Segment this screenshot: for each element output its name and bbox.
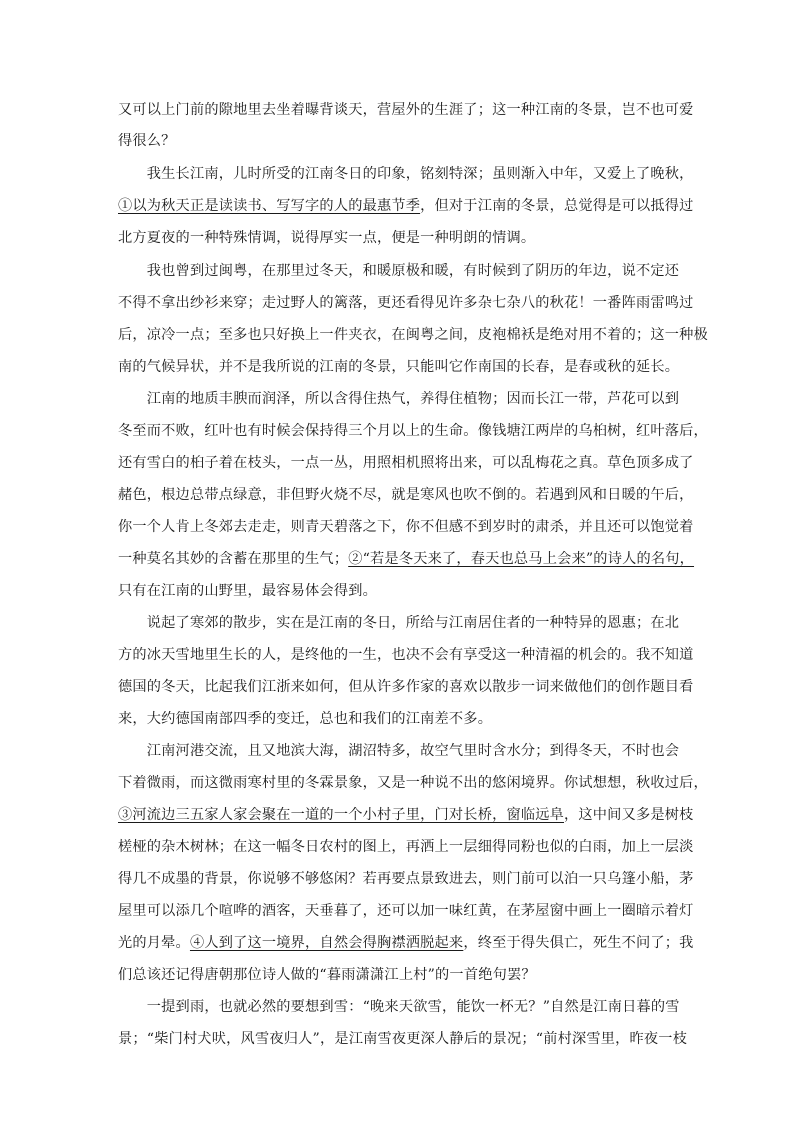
text-line-25: 得几不成墨的背景，你说够不够悠闲？若再要点景致进去，则门前可以泊一只乌篷小船，茅 <box>118 871 694 887</box>
text-line-17: 说起了寒郊的散步，实在是江南的冬日，所给与江南居住者的一种特异的恩惠；在北 <box>118 615 680 631</box>
text-line-18: 方的冰天雪地里生长的人，是终他的一生，也决不会有享受这一种清福的机会的。我不知道 <box>118 647 694 663</box>
text-line-12: 还有雪白的桕子着在枝头，一点一丛，用照相机照将出来，可以乱梅花之真。草色顶多成了 <box>118 455 694 471</box>
text-line-16: 只有在江南的山野里，最容易体会得到。 <box>118 583 377 599</box>
underlined-sentence-3: ③河流边三五家人家会聚在一道的一个小村子里，门对长桥，窗临远阜 <box>118 807 565 823</box>
text-line-7: 不得不拿出纱衫来穿；走过野人的篱落，更还看得见许多杂七杂八的秋花！一番阵雨雷鸣过 <box>118 295 694 311</box>
text-line-27: 光的月晕。④人到了这一境界，自然会得胸襟洒脱起来，终至于得失俱亡，死生不问了；我 <box>118 935 694 951</box>
underlined-sentence-1: ①以为秋天正是读读书、写写字的人的最惠节季 <box>118 198 421 214</box>
text-line-8: 后，凉冷一点；至多也只好换上一件夹衣，在闽粤之间，皮袍棉袄是绝对用不着的；这一种极 <box>118 327 708 343</box>
underlined-sentence-2: ②“若是冬天来了，春天也总马上会来”的诗人的名句， <box>348 551 695 567</box>
text-line-13: 赭色，根边总带点绿意，非但野火烧不尽，就是寒风也吹不倒的。若遇到风和日暖的午后， <box>118 487 694 503</box>
text-line-5: 北方夏夜的一种特殊情调，说得厚实一点，便是一种明朗的情调。 <box>118 230 536 246</box>
text-line-22: 下着微雨，而这微雨寒村里的冬霖景象，又是一种说不出的悠闲境界。你试想想，秋收过后， <box>118 775 708 791</box>
text-line-28: 们总该还记得唐朝那位诗人做的“暮雨潇潇江上村”的一首绝句罢？ <box>118 967 536 983</box>
underlined-sentence-4: ④人到了这一境界，自然会得胸襟洒脱起来 <box>189 935 464 951</box>
text-line-14: 你一个人肯上冬郊去走走，则青天碧落之下，你不但感不到岁时的肃杀，并且还可以饱觉着 <box>118 519 694 535</box>
text-line-1: 又可以上门前的隙地里去坐着曝背谈天，营屋外的生涯了；这一种江南的冬景，岂不也可爱 <box>118 102 694 118</box>
text-line-26: 屋里可以添几个喧哗的酒客，天垂暮了，还可以加一味红黄，在茅屋窗中画上一圈暗示着灯 <box>118 903 694 919</box>
text-line-2: 得很么？ <box>118 133 176 149</box>
text-line-11: 冬至而不败，红叶也有时候会保持得三个月以上的生命。像钱塘江两岸的乌桕树，红叶落后， <box>118 423 708 439</box>
text-line-21: 江南河港交流，且又地滨大海，湖沼特多，故空气里时含水分；到得冬天，不时也会 <box>118 743 680 759</box>
text-line-30: 景；“柴门村犬吠，风雪夜归人”，是江南雪夜更深人静后的景况；“前村深雪里，昨夜一枝 <box>118 1031 688 1047</box>
text-line-3: 我生长江南，儿时所受的江南冬日的印象，铭刻特深；虽则渐入中年，又爱上了晚秋， <box>118 166 694 182</box>
text-line-15: 一种莫名其妙的含蓄在那里的生气；②“若是冬天来了，春天也总马上会来”的诗人的名句， <box>118 551 695 567</box>
text-line-9: 南的气候异状，并不是我所说的江南的冬景，只能叫它作南国的长春，是春或秋的延长。 <box>118 359 680 375</box>
text-line-24: 槎桠的杂木树林；在这一幅冬日农村的图上，再洒上一层细得同粉也似的白雨，加上一层淡 <box>118 839 694 855</box>
text-line-23: ③河流边三五家人家会聚在一道的一个小村子里，门对长桥，窗临远阜，这中间又多是树枝 <box>118 807 694 823</box>
text-line-6: 我也曾到过闽粤，在那里过冬天，和暖原极和暖，有时候到了阴历的年边，说不定还 <box>118 263 680 279</box>
text-line-19: 德国的冬天，比起我们江浙来如何，但从许多作家的喜欢以散步一词来做他们的创作题目看 <box>118 679 694 695</box>
text-line-29: 一提到雨，也就必然的要想到雪：“晚来天欲雪，能饮一杯无？”自然是江南日暮的雪 <box>118 999 680 1015</box>
text-line-10: 江南的地质丰腴而润泽，所以含得住热气，养得住植物；因而长江一带，芦花可以到 <box>118 391 680 407</box>
text-line-4: ①以为秋天正是读读书、写写字的人的最惠节季，但对于江南的冬景，总觉得是可以抵得过 <box>118 198 694 214</box>
text-line-20: 来，大约德国南部四季的变迁，总也和我们的江南差不多。 <box>118 711 493 727</box>
